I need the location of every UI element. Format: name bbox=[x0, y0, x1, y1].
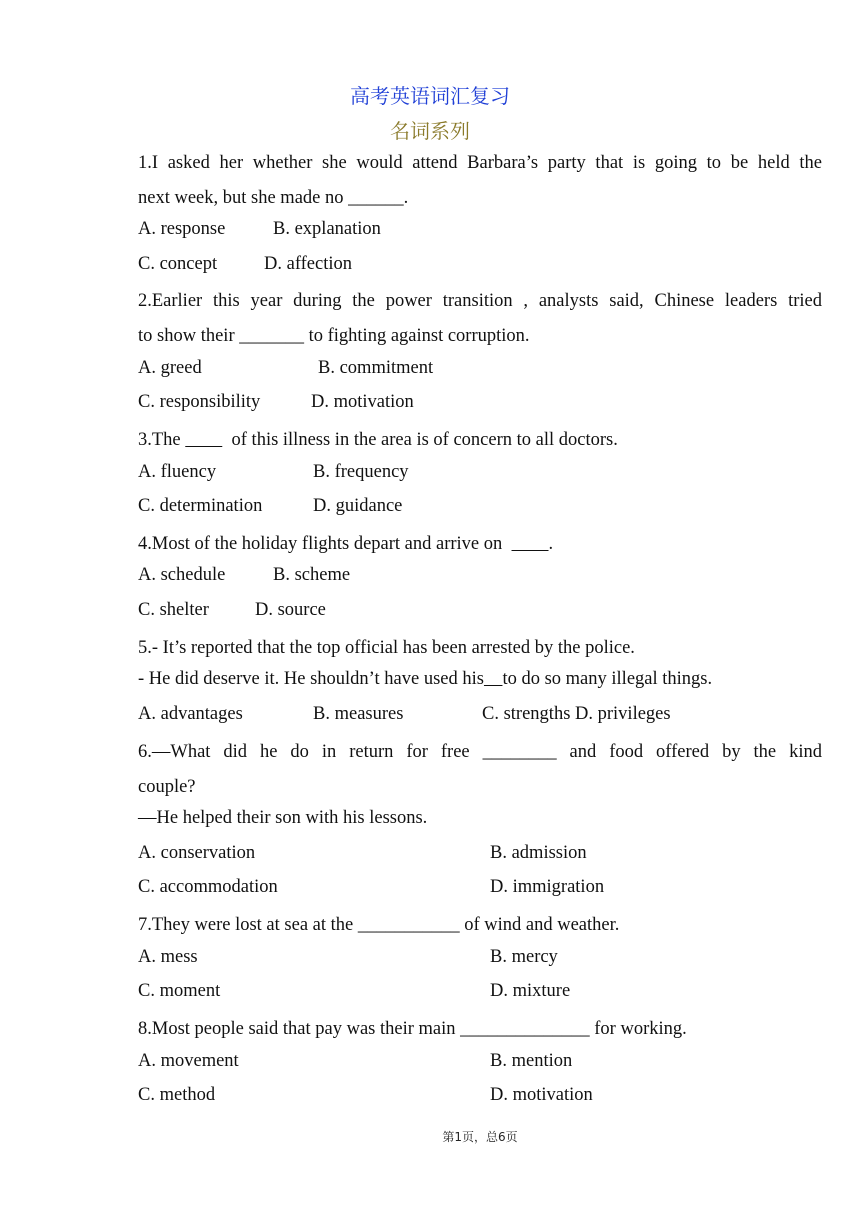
question-6-option-a: A. conservation bbox=[138, 843, 256, 863]
page-title: 高考英语词汇复习 bbox=[350, 86, 510, 108]
question-7-stem: 7.They were lost at sea at the ___________ of wind and weather. bbox=[138, 915, 620, 935]
question-3-stem-pre: 3.The bbox=[138, 430, 186, 450]
question-1-stem-line-2: next week, but she made no ______. bbox=[138, 188, 409, 208]
question-5-option-a: A. advantages bbox=[138, 704, 243, 724]
question-6-option-c: C. accommodation bbox=[138, 877, 278, 897]
question-5-option-c-d: C. strengths D. privileges bbox=[482, 704, 671, 724]
question-6-stem-line-2: couple? bbox=[138, 777, 196, 797]
question-3-option-b: B. frequency bbox=[313, 462, 409, 482]
question-5-blank bbox=[484, 669, 503, 689]
question-4-option-a: A. schedule bbox=[138, 565, 226, 585]
question-1-option-a: A. response bbox=[138, 219, 226, 239]
question-5-stem-post: to do so many illegal things. bbox=[502, 669, 713, 689]
question-5-stem-line-2 bbox=[138, 668, 822, 690]
question-1-stem-line-1: 1.I asked her whether she would attend Barbara’s party that is going to be held the bbox=[138, 153, 822, 173]
question-7-option-b: B. mercy bbox=[490, 947, 558, 967]
question-6-option-d: D. immigration bbox=[490, 877, 605, 897]
question-1-option-d: D. affection bbox=[264, 254, 353, 274]
question-5-stem-pre: - He did deserve it. He shouldn’t have used his bbox=[138, 669, 484, 689]
question-4-option-d: D. source bbox=[255, 600, 326, 620]
question-4-option-b: B. scheme bbox=[273, 565, 351, 585]
question-6-stem-line-3: —He helped their son with his lessons. bbox=[138, 808, 428, 828]
question-8-stem: 8.Most people said that pay was their main ______________ for working. bbox=[138, 1019, 687, 1039]
question-8-option-c: C. method bbox=[138, 1085, 216, 1105]
question-4-stem-post: . bbox=[548, 534, 554, 554]
question-3-blank bbox=[185, 430, 222, 450]
question-4-stem bbox=[138, 533, 822, 555]
page-subtitle: 名词系列 bbox=[390, 121, 470, 143]
question-3-stem bbox=[138, 429, 822, 451]
question-4-option-c: C. shelter bbox=[138, 600, 209, 620]
question-2-option-b: B. commitment bbox=[318, 358, 434, 378]
question-7-option-c: C. moment bbox=[138, 981, 221, 1001]
question-4-stem-pre: 4.Most of the holiday flights depart and arrive on bbox=[138, 534, 512, 554]
question-8-option-d: D. motivation bbox=[490, 1085, 593, 1105]
question-2-stem-line-1: 2.Earlier this year during the power transition , analysts said, Chinese leaders tried bbox=[138, 291, 822, 311]
page-footer: 第1页，总6页 bbox=[442, 1130, 518, 1144]
question-3-option-c: C. determination bbox=[138, 496, 263, 516]
question-4-blank bbox=[512, 534, 549, 554]
question-5-stem-line-1: 5.- It’s reported that the top official has been arrested by the police. bbox=[138, 638, 635, 658]
question-6-stem-line-1: 6.—What did he do in return for free ________ and food offered by the kind bbox=[138, 742, 822, 762]
question-7-option-d: D. mixture bbox=[490, 981, 571, 1001]
question-3-option-d: D. guidance bbox=[313, 496, 403, 516]
question-3-stem-post: of this illness in the area is of concern to all doctors. bbox=[222, 430, 618, 450]
question-3-option-a: A. fluency bbox=[138, 462, 217, 482]
question-2-stem-line-2: to show their _______ to fighting against corruption. bbox=[138, 326, 530, 346]
question-6-option-b: B. admission bbox=[490, 843, 587, 863]
question-8-option-b: B. mention bbox=[490, 1051, 573, 1071]
question-5-option-b: B. measures bbox=[313, 704, 404, 724]
question-2-option-d: D. motivation bbox=[311, 392, 414, 412]
question-2-option-c: C. responsibility bbox=[138, 392, 261, 412]
question-1-option-c: C. concept bbox=[138, 254, 218, 274]
question-2-option-a: A. greed bbox=[138, 358, 202, 378]
question-8-option-a: A. movement bbox=[138, 1051, 239, 1071]
question-1-option-b: B. explanation bbox=[273, 219, 381, 239]
question-7-option-a: A. mess bbox=[138, 947, 198, 967]
